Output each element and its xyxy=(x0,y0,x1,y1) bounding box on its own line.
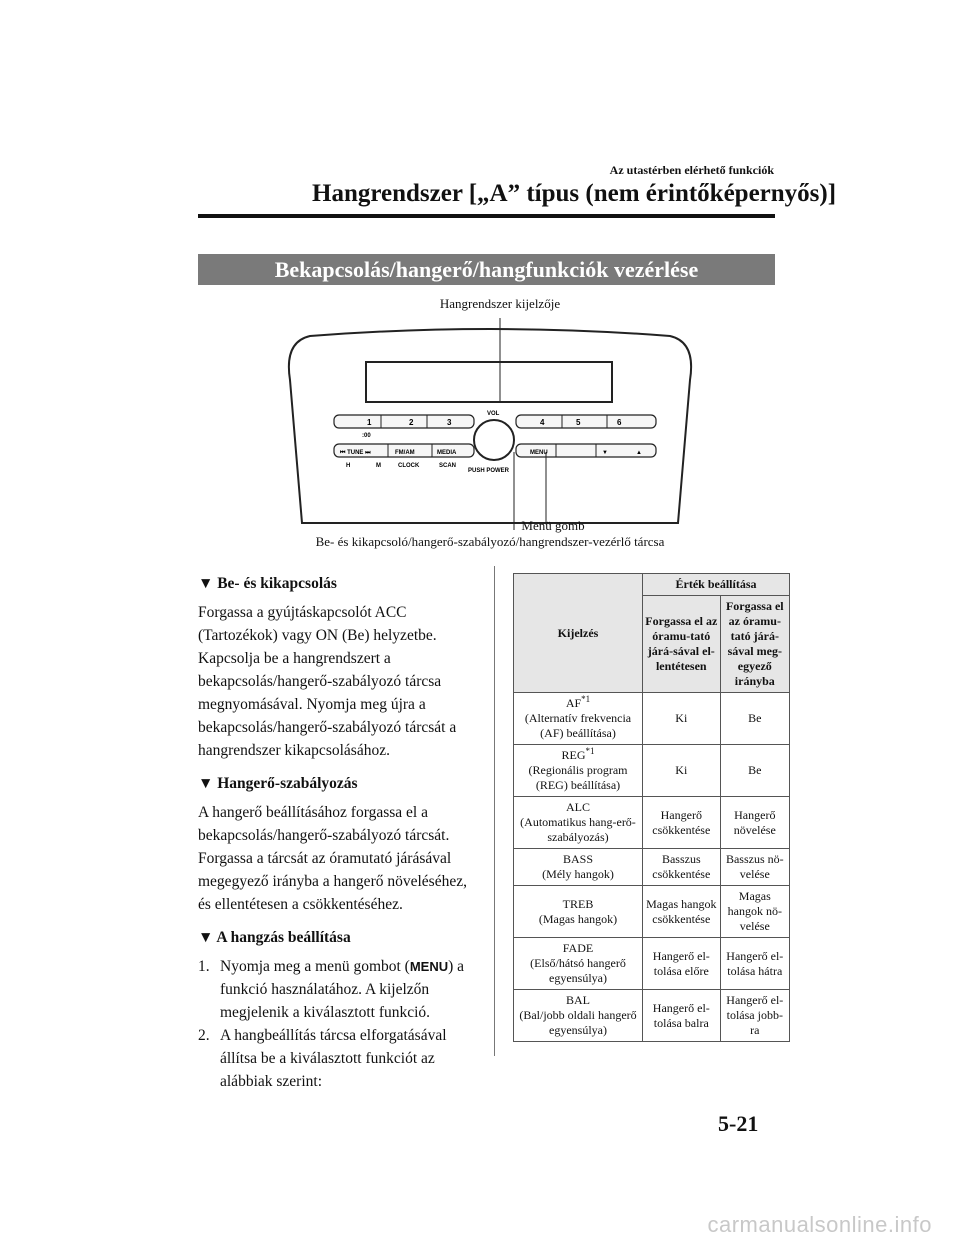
row-bal-name: BAL (Bal/jobb oldali hangerő egyensúlya) xyxy=(514,990,643,1042)
row-treb-cw: Magas hangok nö-velése xyxy=(720,886,789,938)
menu-button-label: Menü gomb xyxy=(521,518,585,533)
display-label: Hangrendszer kijelzője xyxy=(439,296,561,311)
menu-button[interactable]: MENU xyxy=(530,450,548,456)
step-1-text: Nyomja meg a menü gombot (MENU) a funkció használatához. A kijelzőn megjelenik a kiválasztott funkció. xyxy=(220,958,465,1021)
preset-button-strip-right xyxy=(516,415,656,428)
audio-unit-diagram xyxy=(280,318,700,530)
row-bal-cw: Hangerő el-tolása jobb-ra xyxy=(720,990,789,1042)
table-row xyxy=(514,938,790,990)
paragraph-power: Forgassa a gyújtáskapcsolót ACC (Tartozékok) vagy ON (Be) helyzetbe. Kapcsolja be a hangrendszert a bekapcsolás/hangerő-szabályozó tárcsa megnyomásával. Nyomja meg újra a bekapcsolás/hangerő-szabályozó tárcsát a hangrendszer kikapcsolásához. xyxy=(198,604,457,759)
arrow-up-button[interactable]: ▲ xyxy=(636,450,642,456)
row-af-name: AF$^{*1}$ (Alternatív frekvencia (AF) beállítása) xyxy=(514,693,643,745)
table-row xyxy=(514,797,790,849)
column-divider xyxy=(494,566,495,1056)
row-alc-name: ALC (Automatikus hang-erő-szabályozás) xyxy=(514,797,643,849)
section-title: Bekapcsolás/hangerő/hangfunkciók vezérlése xyxy=(198,254,775,285)
row-fade-name: FADE (Első/hátsó hangerő egyensúlya) xyxy=(514,938,643,990)
step-1-number: 1. xyxy=(198,958,210,975)
preset-2-button[interactable]: 2 xyxy=(409,418,414,427)
preset-4-button[interactable]: 4 xyxy=(540,418,545,427)
row-bass-ccw: Basszus csökkentése xyxy=(643,849,721,886)
row-reg-ccw: Ki xyxy=(643,745,721,797)
table-row xyxy=(514,849,790,886)
heading-power: ▼ Be- és kikapcsolás xyxy=(198,575,337,592)
row-reg-name: REG$^{*1}$ (Regionális program (REG) beállítása) xyxy=(514,745,643,797)
page-title: Hangrendszer [„A” típus (nem érintőképernyős)] xyxy=(312,180,837,207)
page-number: 5-21 xyxy=(718,1111,759,1136)
fm-am-button[interactable]: FM/AM xyxy=(395,450,415,456)
push-power-label: PUSH POWER xyxy=(468,468,510,474)
preset-6-button[interactable]: 6 xyxy=(617,418,622,427)
table-row xyxy=(514,990,790,1042)
row-reg-cw: Be xyxy=(720,745,789,797)
step-1 xyxy=(198,955,471,1024)
paragraph-volume: A hangerő beállításához forgassa el a bekapcsolás/hangerő-szabályozó tárcsát. Forgassa a tárcsát az óramutató járásával megegyező irányba a hangerő növeléséhez, és ellentétesen a csökkentéséhez. xyxy=(198,804,467,913)
sound-settings-table xyxy=(513,573,790,1042)
heading-sound: ▼ A hangzás beállítása xyxy=(198,929,351,946)
row-bass-cw: Basszus nö-velése xyxy=(720,849,789,886)
header-clockwise: Forgassa el az óramu-tató járá-sával meg-egyező irányba xyxy=(720,596,789,693)
sound-steps xyxy=(198,955,471,1093)
title-rule xyxy=(198,214,775,218)
row-treb-name: TREB (Magas hangok) xyxy=(514,886,643,938)
row-fade-ccw: Hangerő el-tolása előre xyxy=(643,938,721,990)
header-value: Érték beállítása xyxy=(643,574,790,596)
heading-volume: ▼ Hangerő-szabályozás xyxy=(198,775,358,792)
tune-button[interactable]: ⏮ TUNE ⏭ xyxy=(340,450,371,456)
row-bass-name: BASS (Mély hangok) xyxy=(514,849,643,886)
h-label: H xyxy=(346,463,351,469)
display-screen xyxy=(366,362,612,402)
row-af-cw: Be xyxy=(720,693,789,745)
row-treb-ccw: Magas hangok csökkentése xyxy=(643,886,721,938)
preset-1-button[interactable]: 1 xyxy=(367,418,372,427)
table-row xyxy=(514,745,790,797)
vol-label: VOL xyxy=(487,411,500,417)
chapter-title: Az utastérben elérhető funkciók xyxy=(609,163,774,177)
table-row xyxy=(514,693,790,745)
instructions-column xyxy=(198,572,471,1093)
preset-5-button[interactable]: 5 xyxy=(576,418,581,427)
row-af-ccw: Ki xyxy=(643,693,721,745)
header-counterclockwise: Forgassa el az óramu-tató járá-sával el-lentétesen xyxy=(643,596,721,693)
scan-label: SCAN xyxy=(439,463,457,469)
row-alc-ccw: Hangerő csökkentése xyxy=(643,797,721,849)
power-volume-dial[interactable] xyxy=(474,420,514,460)
step-2-text: A hangbeállítás tárcsa elforgatásával állítsa be a kiválasztott funkciót az alábbiak szerint: xyxy=(220,1027,447,1090)
media-button[interactable]: MEDIA xyxy=(437,450,457,456)
arrow-down-button[interactable]: ▼ xyxy=(602,450,608,456)
power-dial-label: Be- és kikapcsoló/hangerő-szabályozó/hangrendszer-vezérlő tárcsa xyxy=(315,534,665,549)
m-label: M xyxy=(376,463,381,469)
row-bal-ccw: Hangerő el-tolása balra xyxy=(643,990,721,1042)
table-row xyxy=(514,886,790,938)
menu-key-symbol: MENU xyxy=(409,959,449,974)
row-alc-cw: Hangerő növelése xyxy=(720,797,789,849)
row-fade-cw: Hangerő el-tolása hátra xyxy=(720,938,789,990)
preset-3-button[interactable]: 3 xyxy=(447,418,452,427)
step-2 xyxy=(198,1024,471,1093)
preset-button-strip-left xyxy=(334,415,474,428)
header-display: Kijelzés xyxy=(514,574,643,693)
watermark: carmanualsonline.info xyxy=(707,1212,932,1237)
step-2-number: 2. xyxy=(198,1027,210,1044)
colon-00-label: :00 xyxy=(362,433,371,439)
clock-label: CLOCK xyxy=(398,463,420,469)
